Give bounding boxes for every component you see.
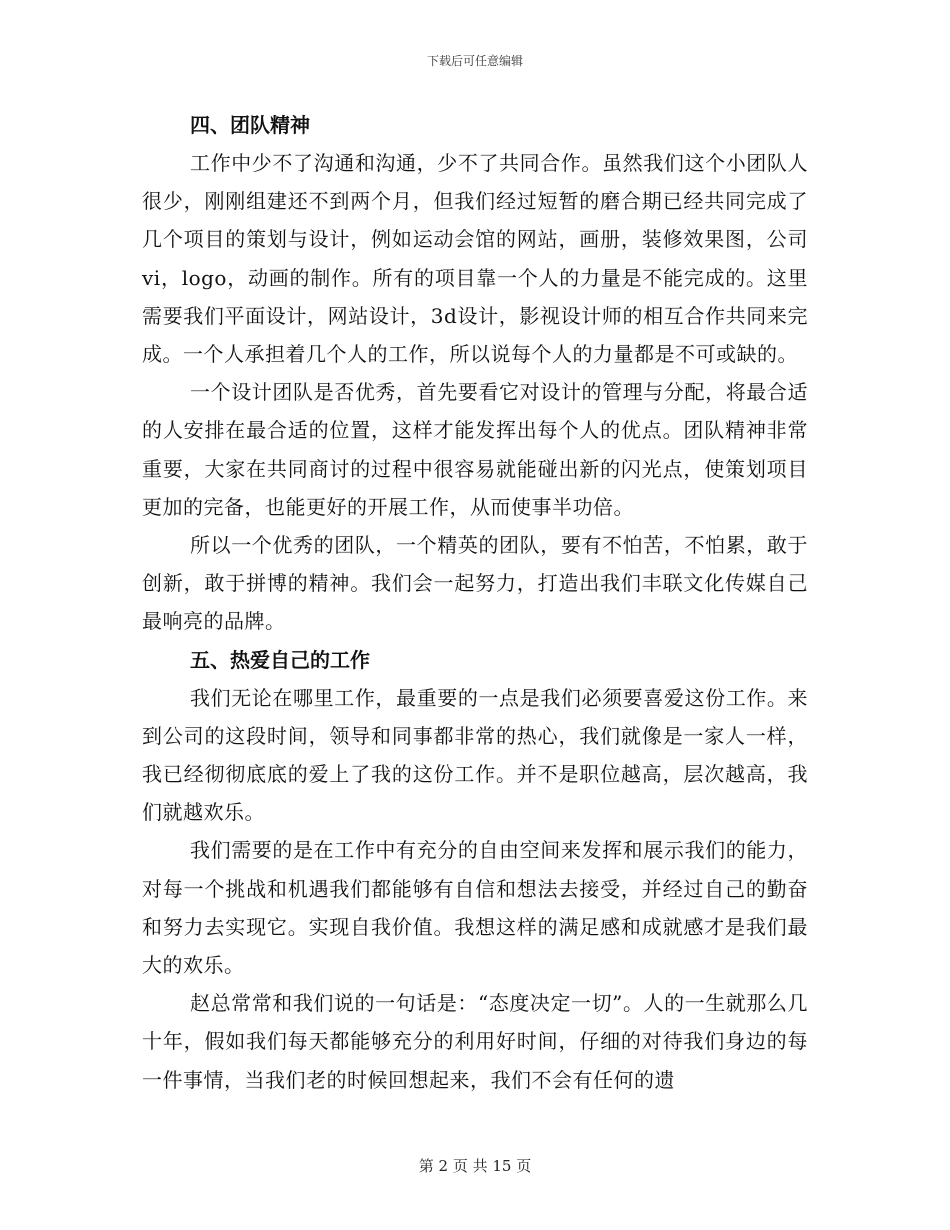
- document-body: [142, 106, 808, 1099]
- paragraph: 所以一个优秀的团队，一个精英的团队，要有不怕苦，不怕累，敢于创新，敢于拼博的精神。我们会一起努力，打造出我们丰联文化传媒自己最响亮的品牌。: [142, 533, 808, 634]
- paragraph: 我们需要的是在工作中有充分的自由空间来发挥和展示我们的能力，对每一个挑战和机遇我们都能够有自信和想法去接受，并经过自己的勤奋和努力去实现它。实现自我价值。我想这样的满足感和成就感才是我们最大的欢乐。: [142, 838, 808, 978]
- paragraph: 工作中少不了沟通和沟通，少不了共同合作。虽然我们这个小团队人很少，刚刚组建还不到两个月，但我们经过短暂的磨合期已经共同完成了几个项目的策划与设计，例如运动会馆的网站，画册，装修效果图，公司vi，logo，动画的制作。所有的项目靠一个人的力量是不能完成的。这里需要我们平面设计，网站设计，3d设计，影视设计师的相互合作共同来完成。一个人承担着几个人的工作，所以说每个人的力量都是不可或缺的。: [142, 151, 808, 367]
- paragraph: 我们无论在哪里工作，最重要的一点是我们必须要喜爱这份工作。来到公司的这段时间，领导和同事都非常的热心，我们就像是一家人一样，我已经彻彻底底的爱上了我的这份工作。并不是职位越高，层次越高，我们就越欢乐。: [142, 685, 808, 825]
- paragraph: 一个设计团队是否优秀，首先要看它对设计的管理与分配，将最合适的人安排在最合适的位置，这样才能发挥出每个人的优点。团队精神非常重要，大家在共同商讨的过程中很容易就能碰出新的闪光点，使策划项目更加的完备，也能更好的开展工作，从而使事半功倍。: [142, 380, 808, 519]
- page-number: 第 2 页 共 15 页: [418, 1157, 532, 1175]
- section-love-work: [142, 641, 808, 1099]
- header-note: 下载后可任意编辑: [426, 54, 523, 68]
- section-heading: 五、热爱自己的工作: [190, 647, 370, 672]
- section-team-spirit: [142, 106, 808, 641]
- paragraph: 赵总常常和我们说的一句话是：“态度决定一切”。人的一生就那么几十年，假如我们每天都能够充分的利用好时间，仔细的对待我们身边的每一件事情，当我们老的时候回想起来，我们不会有任何的遗: [142, 991, 808, 1092]
- section-heading: 四、团队精神: [190, 113, 310, 137]
